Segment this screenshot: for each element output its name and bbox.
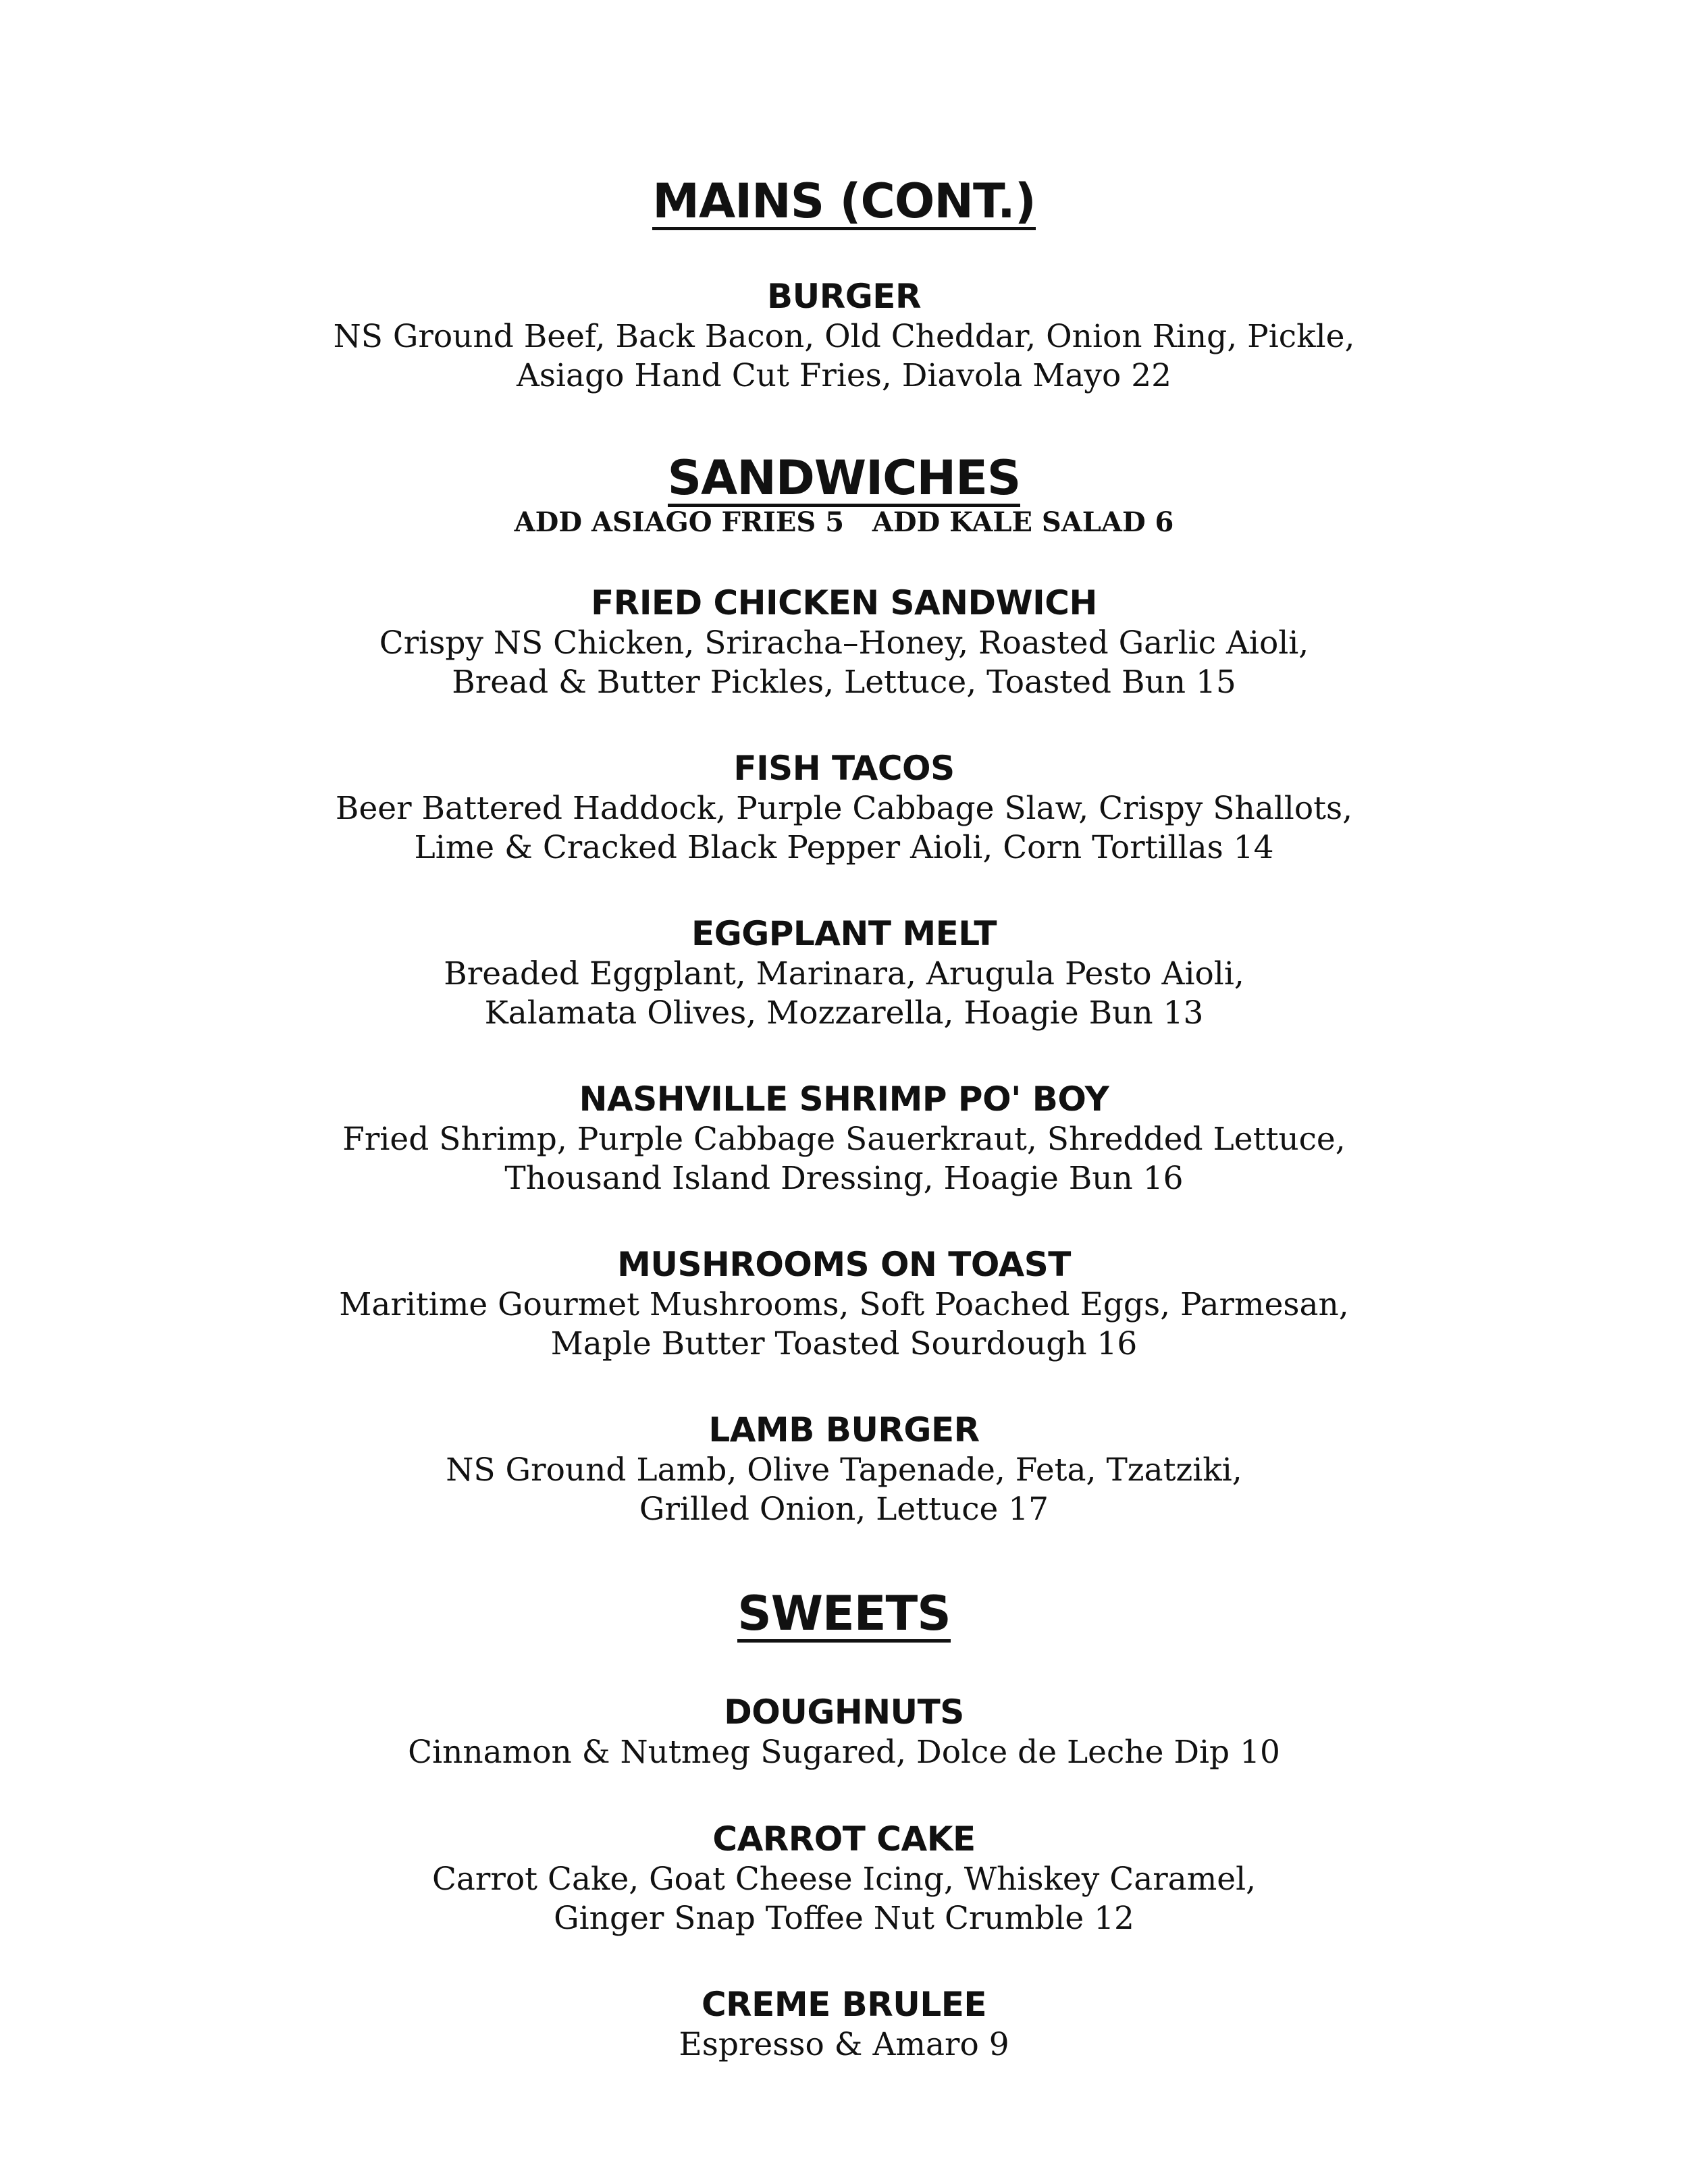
menu-item-eggplant-melt xyxy=(0,913,1688,1033)
item-name: BURGER xyxy=(767,277,921,316)
item-description-line-2: Kalamata Olives, Mozzarella, Hoagie Bun 13 xyxy=(484,994,1204,1032)
item-description-line-2: Maple Butter Toasted Sourdough 16 xyxy=(550,1325,1138,1362)
section-title-sandwiches xyxy=(0,451,1688,507)
menu-item-creme-brulee xyxy=(0,1983,1688,2065)
menu-item-lamb-burger xyxy=(0,1409,1688,1529)
item-name: MUSHROOMS ON TOAST xyxy=(617,1245,1071,1284)
section-title-mains-text: MAINS (CONT.) xyxy=(652,174,1036,229)
item-description-line-1: Cinnamon & Nutmeg Sugared, Dolce de Leche Dip 10 xyxy=(408,1734,1280,1771)
menu-item-doughnuts xyxy=(0,1691,1688,1772)
menu-item-fried-chicken-sandwich xyxy=(0,582,1688,702)
item-description-line-1: Crispy NS Chicken, Sriracha–Honey, Roasted Garlic Aioli, xyxy=(379,624,1309,662)
section-title-sweets-text: SWEETS xyxy=(737,1586,951,1641)
item-name: NASHVILLE SHRIMP PO' BOY xyxy=(579,1080,1109,1119)
item-name: FISH TACOS xyxy=(733,749,955,788)
item-name: EGGPLANT MELT xyxy=(691,914,997,953)
menu-item-nashville-shrimp-po-boy xyxy=(0,1078,1688,1198)
menu-item-fish-tacos xyxy=(0,747,1688,868)
item-description-line-1: Espresso & Amaro 9 xyxy=(679,2026,1009,2063)
menu-item-carrot-cake xyxy=(0,1818,1688,1938)
item-description-line-2: Asiago Hand Cut Fries, Diavola Mayo 22 xyxy=(516,357,1172,394)
item-description-line-1: Maritime Gourmet Mushrooms, Soft Poached Eggs, Parmesan, xyxy=(339,1286,1349,1323)
item-description-line-1: Breaded Eggplant, Marinara, Arugula Pesto Aioli, xyxy=(444,955,1244,992)
item-description-line-2: Ginger Snap Toffee Nut Crumble 12 xyxy=(554,1900,1134,1937)
section-title-mains xyxy=(0,174,1688,230)
sandwiches-add-ons-note: ADD ASIAGO FRIES 5 ADD KALE SALAD 6 xyxy=(514,506,1174,538)
item-name: LAMB BURGER xyxy=(708,1410,980,1449)
menu-item-mushrooms-on-toast xyxy=(0,1244,1688,1364)
item-description-line-1: Beer Battered Haddock, Purple Cabbage Slaw, Crispy Shallots, xyxy=(335,790,1353,827)
menu-item-burger xyxy=(0,275,1688,396)
item-name: CARROT CAKE xyxy=(712,1819,976,1859)
item-description-line-1: Fried Shrimp, Purple Cabbage Sauerkraut, Shredded Lettuce, xyxy=(342,1121,1346,1158)
item-description-line-1: NS Ground Beef, Back Bacon, Old Cheddar, Onion Ring, Pickle, xyxy=(333,318,1355,355)
item-description-line-2: Grilled Onion, Lettuce 17 xyxy=(639,1491,1049,1528)
section-title-sweets xyxy=(0,1587,1688,1643)
item-description-line-1: Carrot Cake, Goat Cheese Icing, Whiskey Caramel, xyxy=(431,1861,1257,1898)
item-name: CREME BRULEE xyxy=(701,1985,987,2024)
item-name: DOUGHNUTS xyxy=(724,1693,964,1732)
item-description-line-2: Bread & Butter Pickles, Lettuce, Toasted Bun 15 xyxy=(452,664,1236,701)
item-description-line-1: NS Ground Lamb, Olive Tapenade, Feta, Tzatziki, xyxy=(446,1451,1242,1489)
section-title-sandwiches-text: SANDWICHES xyxy=(667,450,1021,506)
item-description-line-2: Thousand Island Dressing, Hoagie Bun 16 xyxy=(504,1160,1184,1197)
item-name: FRIED CHICKEN SANDWICH xyxy=(591,583,1097,622)
item-description-line-2: Lime & Cracked Black Pepper Aioli, Corn Tortillas 14 xyxy=(414,829,1274,866)
